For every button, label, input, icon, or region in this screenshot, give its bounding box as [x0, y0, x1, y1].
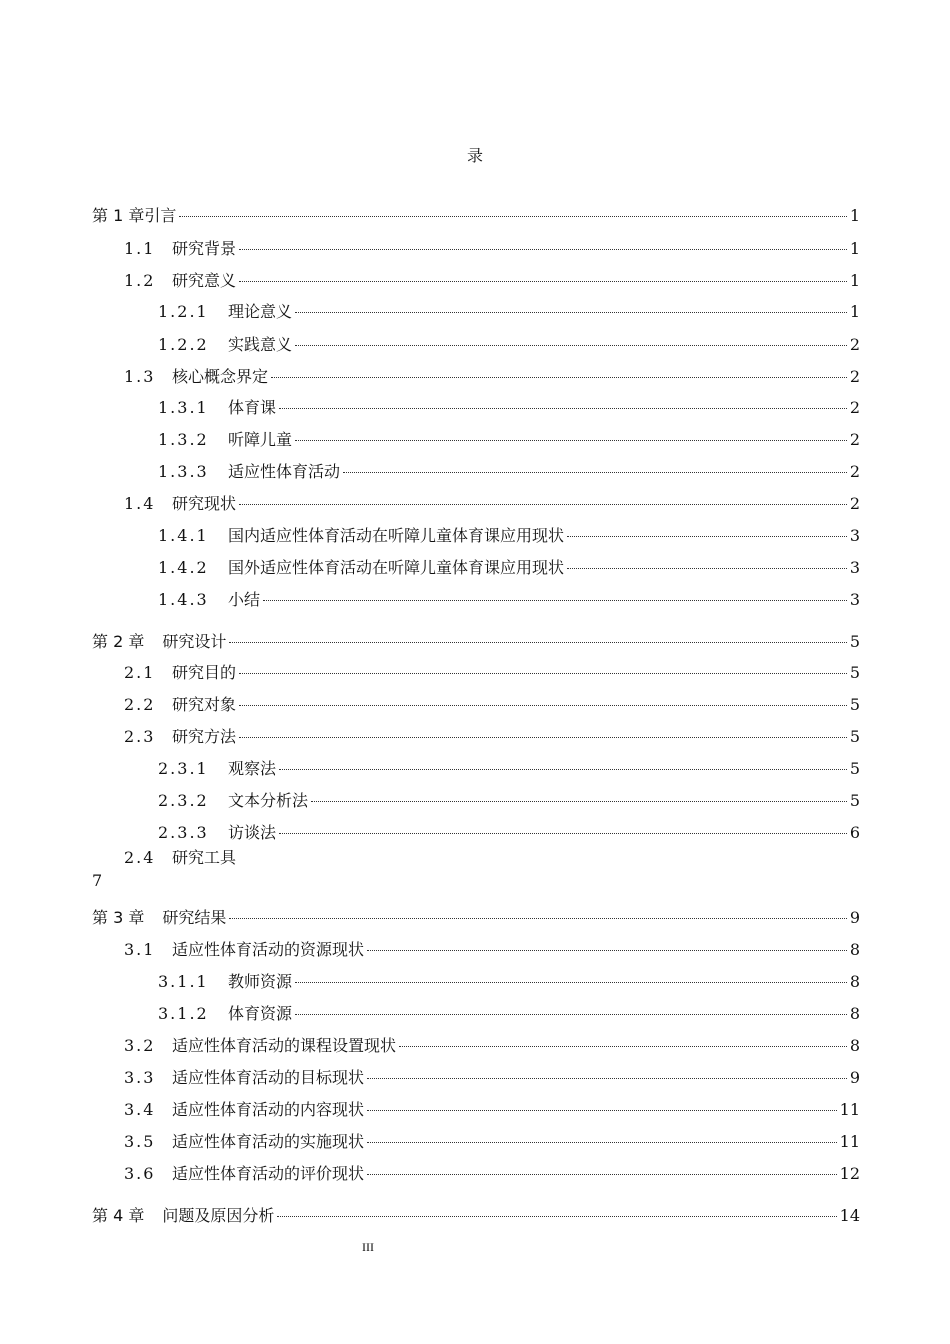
toc-section-row[interactable] — [124, 937, 860, 961]
toc-entry-label — [158, 332, 292, 355]
dot-leader — [271, 377, 847, 378]
page-number: 5 — [849, 632, 860, 651]
section-number: 1.2.2 — [158, 335, 209, 354]
dot-leader — [179, 216, 846, 217]
dot-leader — [367, 1078, 847, 1079]
toc-entry-label — [124, 937, 364, 960]
page-number: 1 — [849, 271, 860, 290]
dot-leader — [239, 249, 847, 250]
dot-leader — [567, 568, 847, 569]
entry-title: 文本分析法 — [228, 791, 309, 810]
section-number: 3.5 — [124, 1132, 156, 1151]
entry-title: 适应性体育活动的资源现状 — [172, 940, 365, 959]
dot-leader — [311, 801, 847, 802]
toc-section-row[interactable] — [124, 491, 860, 515]
section-number: 1.3.3 — [158, 462, 209, 481]
entry-title: 问题及原因分析 — [162, 1206, 275, 1225]
toc-entry-label — [124, 364, 268, 387]
page-number: 8 — [849, 972, 860, 991]
toc-section-row[interactable] — [124, 1065, 860, 1089]
toc-entry-label — [124, 1065, 364, 1088]
dot-leader — [239, 673, 847, 674]
toc-section-row[interactable] — [158, 756, 860, 780]
toc-section-row[interactable] — [158, 587, 860, 611]
page-number: 2 — [849, 335, 860, 354]
section-number: 1.3.2 — [158, 430, 209, 449]
section-number: 1.4.3 — [158, 590, 209, 609]
entry-title: 核心概念界定 — [172, 367, 269, 386]
toc-entry-label — [158, 1001, 292, 1024]
page-number: 6 — [849, 823, 860, 842]
toc-section-row[interactable] — [158, 523, 860, 547]
toc-entry-label — [124, 1129, 364, 1152]
entry-title: 观察法 — [228, 759, 277, 778]
page-number: 2 — [849, 462, 860, 481]
toc-section-row[interactable] — [158, 459, 860, 483]
dot-leader — [367, 1142, 837, 1143]
toc-entry-label — [124, 845, 236, 868]
toc-entry-label — [124, 724, 236, 747]
toc-entry-label — [158, 459, 340, 482]
toc-entry-label — [158, 788, 308, 811]
entry-title: 引言 — [144, 206, 177, 225]
entry-title: 研究设计 — [162, 632, 227, 651]
entry-title: 理论意义 — [228, 302, 293, 321]
section-number: 3.1.2 — [158, 1004, 209, 1023]
page-number: 11 — [839, 1132, 860, 1151]
entry-title: 适应性体育活动 — [228, 462, 341, 481]
toc-entry-label — [158, 395, 276, 418]
toc-section-row[interactable] — [158, 332, 860, 356]
section-number: 1.2.1 — [158, 302, 209, 321]
section-number: 2.3.1 — [158, 759, 209, 778]
entry-title: 研究结果 — [162, 908, 227, 927]
dot-leader — [399, 1046, 847, 1047]
toc-entry-label — [158, 427, 292, 450]
page-number: 1 — [849, 206, 860, 225]
page-number: 12 — [839, 1164, 860, 1183]
page-number: 14 — [839, 1206, 860, 1225]
dot-leader — [367, 950, 847, 951]
page-number: 3 — [849, 526, 860, 545]
toc-entry-label — [158, 587, 260, 610]
page-footer-number: III — [362, 1240, 374, 1254]
toc-chapter-row[interactable] — [92, 629, 860, 653]
dot-leader — [277, 1216, 836, 1217]
entry-title: 体育课 — [228, 398, 277, 417]
orphan-page-number: 7 — [92, 871, 103, 890]
page-number: 2 — [849, 430, 860, 449]
dot-leader — [295, 312, 847, 313]
section-number: 1.2 — [124, 271, 156, 290]
page-number: 5 — [849, 727, 860, 746]
section-number: 3.6 — [124, 1164, 156, 1183]
dot-leader — [279, 408, 847, 409]
section-number: 1.4 — [124, 494, 156, 513]
entry-title: 研究工具 — [172, 848, 237, 867]
toc-section-row[interactable] — [124, 1033, 860, 1057]
toc-section-row[interactable] — [124, 724, 860, 748]
page-number: 9 — [849, 1068, 860, 1087]
entry-title: 教师资源 — [228, 972, 293, 991]
toc-section-row[interactable] — [158, 395, 860, 419]
section-number: 3.3 — [124, 1068, 156, 1087]
dot-leader — [567, 536, 847, 537]
toc-section-row[interactable] — [124, 364, 860, 388]
entry-title: 适应性体育活动的课程设置现状 — [172, 1036, 397, 1055]
section-number: 1.3 — [124, 367, 156, 386]
dot-leader — [229, 918, 846, 919]
toc-section-row[interactable] — [158, 788, 860, 812]
chapter-number: 第 2 章 — [92, 632, 145, 651]
toc-entry-label — [124, 491, 236, 514]
chapter-number: 第 1 章 — [92, 206, 145, 225]
toc-section-row[interactable] — [124, 268, 860, 292]
toc-section-row[interactable] — [158, 299, 860, 323]
dot-leader — [343, 472, 847, 473]
page-number: 5 — [849, 759, 860, 778]
dot-leader — [295, 345, 847, 346]
toc-chapter-row[interactable] — [92, 1203, 860, 1227]
toc-section-row[interactable] — [124, 1097, 860, 1121]
toc-section-row[interactable] — [158, 555, 860, 579]
section-number: 3.4 — [124, 1100, 156, 1119]
page-number: 5 — [849, 663, 860, 682]
page-number: 8 — [849, 940, 860, 959]
page-number: 1 — [849, 302, 860, 321]
entry-title: 研究对象 — [172, 695, 237, 714]
dot-leader — [263, 600, 847, 601]
section-number: 3.1.1 — [158, 972, 209, 991]
entry-title: 适应性体育活动的实施现状 — [172, 1132, 365, 1151]
dot-leader — [295, 440, 847, 441]
entry-title: 适应性体育活动的评价现状 — [172, 1164, 365, 1183]
entry-title: 国外适应性体育活动在听障儿童体育课应用现状 — [228, 558, 565, 577]
entry-title: 体育资源 — [228, 1004, 293, 1023]
section-number: 1.4.2 — [158, 558, 209, 577]
toc-entry-label — [124, 1033, 396, 1056]
dot-leader — [279, 769, 847, 770]
toc-section-row[interactable] — [124, 660, 860, 684]
toc-entry-label — [124, 1097, 364, 1120]
toc-entry-label — [124, 660, 236, 683]
page-number: 5 — [849, 791, 860, 810]
dot-leader — [295, 1014, 847, 1015]
page-number: 9 — [849, 908, 860, 927]
dot-leader — [367, 1110, 837, 1111]
toc-section-row[interactable] — [158, 969, 860, 993]
toc-entry-label — [158, 969, 292, 992]
entry-title: 实践意义 — [228, 335, 293, 354]
section-number: 3.2 — [124, 1036, 156, 1055]
entry-title: 适应性体育活动的内容现状 — [172, 1100, 365, 1119]
toc-section-row[interactable] — [124, 1161, 860, 1185]
section-number: 2.3.2 — [158, 791, 209, 810]
toc-chapter-row[interactable] — [92, 905, 860, 929]
page-number: 3 — [849, 590, 860, 609]
toc-entry-label — [124, 692, 236, 715]
toc-entry-label — [158, 756, 276, 779]
section-number: 2.4 — [124, 848, 156, 867]
chapter-number: 第 3 章 — [92, 908, 145, 927]
entry-title: 小结 — [228, 590, 261, 609]
section-number: 2.3.3 — [158, 823, 209, 842]
page-number: 3 — [849, 558, 860, 577]
toc-entry-label — [124, 268, 236, 291]
toc-section-row[interactable] — [124, 692, 860, 716]
page-number: 2 — [849, 494, 860, 513]
toc-section-row[interactable] — [124, 845, 860, 869]
dot-leader — [239, 737, 847, 738]
toc-entry-label — [124, 1161, 364, 1184]
toc-entry-label — [92, 1203, 274, 1226]
toc-chapter-row[interactable] — [92, 203, 860, 227]
dot-leader — [279, 833, 847, 834]
entry-title: 研究方法 — [172, 727, 237, 746]
entry-title: 研究目的 — [172, 663, 237, 682]
toc-entry-label — [92, 905, 226, 928]
dot-leader — [229, 642, 846, 643]
toc-section-row[interactable] — [124, 1129, 860, 1153]
page-number: 1 — [849, 239, 860, 258]
toc-title: 录 — [466, 146, 483, 165]
dot-leader — [295, 982, 847, 983]
page-number: 8 — [849, 1004, 860, 1023]
entry-title: 研究意义 — [172, 271, 237, 290]
page-number: 8 — [849, 1036, 860, 1055]
toc-entry-label — [158, 820, 276, 843]
dot-leader — [367, 1174, 837, 1175]
toc-entry-label — [158, 555, 564, 578]
page-number: 2 — [849, 367, 860, 386]
dot-leader — [239, 281, 847, 282]
toc-entry-label — [158, 523, 564, 546]
toc-section-row[interactable] — [158, 820, 860, 844]
page-number: 11 — [839, 1100, 860, 1119]
toc-section-row[interactable] — [124, 236, 860, 260]
entry-title: 适应性体育活动的目标现状 — [172, 1068, 365, 1087]
dot-leader — [239, 504, 847, 505]
toc-entry-label — [124, 236, 236, 259]
entry-title: 国内适应性体育活动在听障儿童体育课应用现状 — [228, 526, 565, 545]
toc-entry-label — [92, 203, 176, 226]
section-number: 3.1 — [124, 940, 156, 959]
entry-title: 研究背景 — [172, 239, 237, 258]
page-number: 5 — [849, 695, 860, 714]
dot-leader — [239, 705, 847, 706]
entry-title: 听障儿童 — [228, 430, 293, 449]
entry-title: 研究现状 — [172, 494, 237, 513]
section-number: 1.4.1 — [158, 526, 209, 545]
toc-entry-label — [158, 299, 292, 322]
chapter-number: 第 4 章 — [92, 1206, 145, 1225]
toc-section-row[interactable] — [158, 427, 860, 451]
section-number: 2.2 — [124, 695, 156, 714]
section-number: 2.3 — [124, 727, 156, 746]
section-number: 2.1 — [124, 663, 156, 682]
toc-section-row[interactable] — [158, 1001, 860, 1025]
page-number: 2 — [849, 398, 860, 417]
toc-entry-label — [92, 629, 226, 652]
entry-title: 访谈法 — [228, 823, 277, 842]
section-number: 1.3.1 — [158, 398, 209, 417]
section-number: 1.1 — [124, 239, 156, 258]
